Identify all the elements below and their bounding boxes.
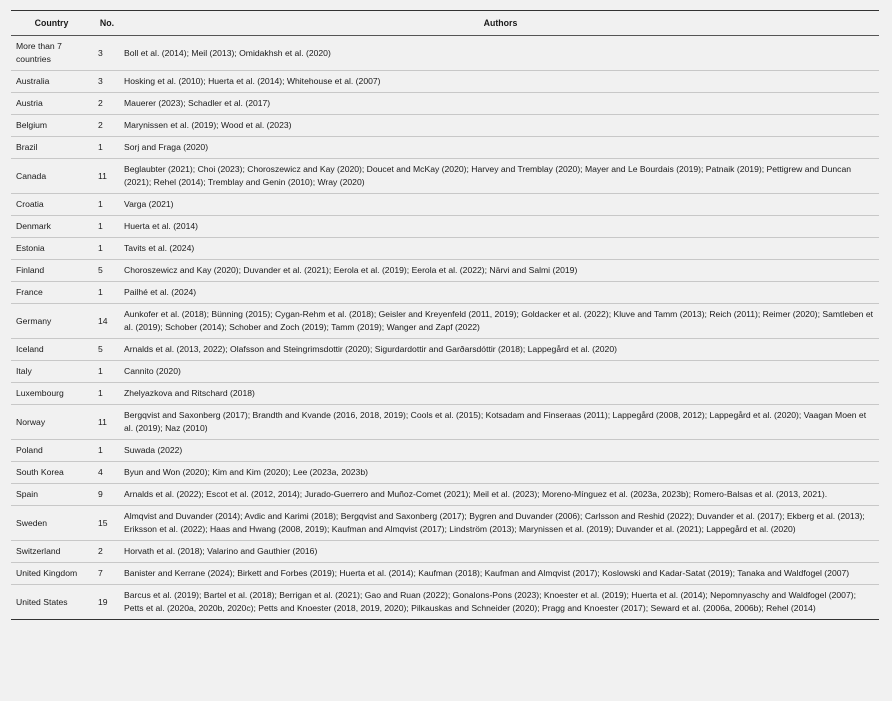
country-cell: Switzerland bbox=[16, 546, 61, 556]
table-row bbox=[11, 115, 879, 137]
count-cell: 5 bbox=[98, 265, 103, 275]
table-row bbox=[11, 93, 879, 115]
authors-cell: Hosking et al. (2010); Huerta et al. (2014); Whitehouse et al. (2007) bbox=[124, 76, 381, 86]
table-row bbox=[11, 541, 879, 563]
count-cell: 19 bbox=[98, 596, 108, 607]
table-row bbox=[11, 563, 879, 585]
authors-cell: Barcus et al. (2019); Bartel et al. (2018); Berrigan et al. (2021); Gao and Ruan (2022); Gonalons-Pons (2023); Knoester et al. (2019); Huerta et al. (2014); Nepomnyaschy and Waldfogel (2007); Petts et al. (2020a, 2020b, 2020c); Petts and Knoester (2018, 2019, 2020); Pilkauskas and Schneider (2020); Pragg and Knoester (2017); Seward et al. (2006a, 2006b); Rehel (2014) bbox=[124, 590, 856, 613]
count-cell: 1 bbox=[98, 243, 103, 253]
country-cell: Austria bbox=[16, 98, 43, 108]
authors-cell: Sorj and Fraga (2020) bbox=[124, 142, 209, 152]
table-row bbox=[11, 137, 879, 159]
table-row bbox=[11, 238, 879, 260]
table-row bbox=[11, 339, 879, 361]
authors-cell: Byun and Won (2020); Kim and Kim (2020); Lee (2023a, 2023b) bbox=[124, 467, 368, 477]
authors-cell: Cannito (2020) bbox=[124, 366, 181, 376]
country-cell: United Kingdom bbox=[16, 568, 78, 578]
country-cell: Iceland bbox=[16, 344, 44, 354]
authors-cell: Bergqvist and Saxonberg (2017); Brandth and Kvande (2016, 2018, 2019); Cools et al. (2015); Kotsadam and Finseraas (2011); Lappegård (2008, 2012); Lappegård et al. (2020); Vaagan Moen et al. (2019); Naz (2010) bbox=[124, 410, 867, 433]
authors-cell: Marynissen et al. (2019); Wood et al. (2023) bbox=[124, 120, 292, 130]
table-row bbox=[11, 282, 879, 304]
authors-cell: Suwada (2022) bbox=[124, 445, 183, 455]
table-row bbox=[11, 361, 879, 383]
authors-cell: Aunkofer et al. (2018); Bünning (2015); Cygan-Rehm et al. (2018); Geisler and Kreyenfeld (2011, 2019); Goldacker et al. (2022); Kluve and Tamm (2013); Reich (2011); Reimer (2020); Samtleben et al. (2019); Schober (2014); Schober and Zoch (2019); Tamm (2019); Wanger and Zapf (2022) bbox=[124, 309, 874, 332]
count-cell: 11 bbox=[98, 416, 107, 427]
table-header bbox=[11, 11, 879, 36]
country-cell: Denmark bbox=[16, 221, 51, 231]
country-cell: Norway bbox=[16, 416, 46, 427]
count-cell: 3 bbox=[98, 47, 103, 58]
count-cell: 3 bbox=[98, 76, 103, 86]
authors-cell: Arnalds et al. (2022); Escot et al. (2012, 2014); Jurado-Guerrero and Muñoz-Comet (2021); Meil et al. (2023); Moreno-Mínguez et al. (2023a, 2023b); Romero-Balsas et al. (2013, 2021). bbox=[124, 489, 828, 499]
count-cell: 2 bbox=[98, 546, 103, 556]
count-cell: 5 bbox=[98, 344, 103, 354]
country-cell: Estonia bbox=[16, 243, 45, 253]
country-cell: More than 7 countries bbox=[16, 41, 62, 64]
table-row bbox=[11, 585, 879, 620]
count-cell: 1 bbox=[98, 199, 103, 209]
table-row bbox=[11, 71, 879, 93]
table-row bbox=[11, 304, 879, 339]
authors-cell: Tavits et al. (2024) bbox=[124, 243, 195, 253]
table-row bbox=[11, 462, 879, 484]
authors-cell: Pailhé et al. (2024) bbox=[124, 287, 197, 297]
country-cell: Belgium bbox=[16, 120, 48, 130]
country-cell: Spain bbox=[16, 489, 38, 499]
country-authors-table bbox=[11, 10, 879, 620]
table-row bbox=[11, 36, 879, 71]
country-cell: Finland bbox=[16, 265, 45, 275]
table-row bbox=[11, 216, 879, 238]
count-cell: 15 bbox=[98, 517, 108, 528]
country-cell: Canada bbox=[16, 170, 47, 181]
count-cell: 7 bbox=[98, 568, 103, 578]
authors-cell: Banister and Kerrane (2024); Birkett and Forbes (2019); Huerta et al. (2014); Kaufman (2018); Kaufman and Almqvist (2017); Koslowski and Kadar-Satat (2019); Tanaka and Waldfogel (2007) bbox=[124, 568, 850, 578]
authors-cell: Almqvist and Duvander (2014); Avdic and Karimi (2018); Bergqvist and Saxonberg (2017); Bygren and Duvander (2006); Carlsson and Reshid (2022); Duvander et al. (2017); Ekberg et al. (2013); Eriksson et al. (2022); Haas and Hwang (2008, 2019); Kaufman and Almqvist (2017); Lindström (2013); Marynissen et al. (2019); Duvander et al. (2021); Lappegård et al. (2020) bbox=[124, 511, 865, 534]
header-authors: Authors bbox=[483, 17, 518, 28]
count-cell: 1 bbox=[98, 221, 103, 231]
country-cell: Italy bbox=[16, 366, 32, 376]
count-cell: 4 bbox=[98, 467, 103, 477]
count-cell: 1 bbox=[98, 142, 103, 152]
authors-cell: Varga (2021) bbox=[124, 199, 174, 209]
header-no: No. bbox=[99, 17, 115, 28]
authors-cell: Beglaubter (2021); Choi (2023); Choroszewicz and Kay (2020); Doucet and McKay (2020); Harvey and Tremblay (2020); Mayer and Le Bourdais (2019); Patnaik (2019); Pettigrew and Duncan (2021); Rehel (2014); Tremblay and Genin (2010); Wray (2020) bbox=[124, 164, 852, 187]
count-cell: 2 bbox=[98, 120, 103, 130]
country-cell: Germany bbox=[16, 315, 52, 326]
count-cell: 1 bbox=[98, 287, 103, 297]
authors-cell: Horvath et al. (2018); Valarino and Gauthier (2016) bbox=[124, 546, 318, 556]
table-row bbox=[11, 484, 879, 506]
header-country: Country bbox=[34, 17, 69, 28]
table-row bbox=[11, 383, 879, 405]
table-row bbox=[11, 506, 879, 541]
authors-cell: Huerta et al. (2014) bbox=[124, 221, 199, 231]
authors-cell: Arnalds et al. (2013, 2022); Olafsson and Steingrimsdottir (2020); Sigurdardottir and Garðarsdóttir (2018); Lappegård et al. (2020) bbox=[124, 344, 617, 354]
country-cell: Luxembourg bbox=[16, 388, 64, 398]
country-cell: South Korea bbox=[16, 467, 64, 477]
count-cell: 2 bbox=[98, 98, 103, 108]
table-row bbox=[11, 194, 879, 216]
authors-cell: Choroszewicz and Kay (2020); Duvander et al. (2021); Eerola et al. (2019); Eerola et al. (2022); Närvi and Salmi (2019) bbox=[124, 265, 578, 275]
table-row bbox=[11, 260, 879, 282]
header-row bbox=[11, 11, 879, 36]
authors-cell: Mauerer (2023); Schadler et al. (2017) bbox=[124, 98, 271, 108]
count-cell: 1 bbox=[98, 388, 103, 398]
country-cell: Brazil bbox=[16, 142, 38, 152]
count-cell: 1 bbox=[98, 445, 103, 455]
country-cell: United States bbox=[16, 596, 68, 607]
country-cell: Sweden bbox=[16, 517, 48, 528]
count-cell: 11 bbox=[98, 170, 107, 181]
authors-cell: Boll et al. (2014); Meil (2013); Omidakhsh et al. (2020) bbox=[124, 47, 331, 58]
table-row bbox=[11, 159, 879, 194]
table-row bbox=[11, 405, 879, 440]
country-cell: Croatia bbox=[16, 199, 44, 209]
count-cell: 1 bbox=[98, 366, 103, 376]
country-cell: Poland bbox=[16, 445, 43, 455]
country-cell: Australia bbox=[16, 76, 50, 86]
table-row bbox=[11, 440, 879, 462]
country-cell: France bbox=[16, 287, 43, 297]
table-body bbox=[11, 36, 879, 620]
authors-cell: Zhelyazkova and Ritschard (2018) bbox=[124, 388, 255, 398]
count-cell: 14 bbox=[98, 315, 108, 326]
count-cell: 9 bbox=[98, 489, 103, 499]
